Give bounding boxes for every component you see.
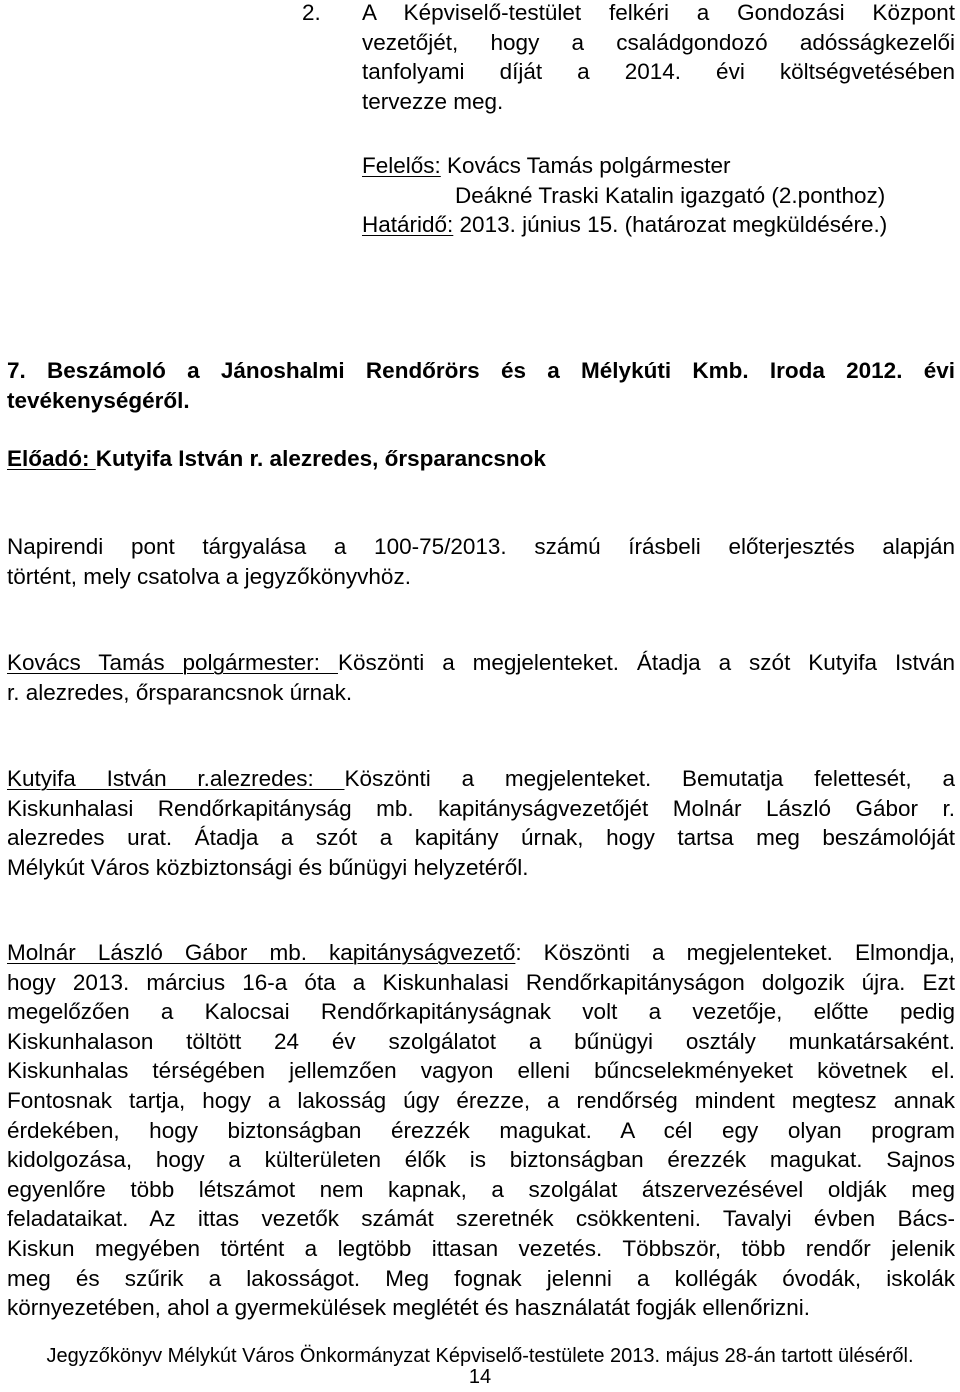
eloado-line <box>7 446 546 472</box>
molnar-line-10: feladataikat. Az ittas vezetők számát szeretnék csökkenteni. Tavalyi évben Bács- <box>7 1206 955 1232</box>
eloado-value: Kutyifa István r. alezredes, őrsparancsnok <box>95 446 546 471</box>
molnar-line-1 <box>7 938 955 968</box>
item2-line-4: tervezze meg. <box>362 88 504 114</box>
item-number-2: 2. <box>302 0 321 25</box>
kutyifa-line-3: alezredes urat. Átadja a szót a kapitány úrnak, hogy tartsa meg beszámolóját <box>7 825 955 851</box>
section-7-heading <box>7 356 955 415</box>
hatarido-label: Határidő: <box>362 212 454 237</box>
kovacs-paragraph <box>7 648 955 707</box>
item2-line-1: A Képviselő-testület felkéri a Gondozási Központ <box>362 0 955 25</box>
felelos-value: Kovács Tamás polgármester <box>440 153 731 178</box>
napirend-line-2: történt, mely csatolva a jegyzőkönyvhöz. <box>7 563 411 589</box>
molnar-speaker: Molnár László Gábor mb. kapitányságvezető <box>7 940 516 965</box>
kovacs-line-2: r. alezredes, őrsparancsnok úrnak. <box>7 679 353 705</box>
footer-text: Jegyzőkönyv Mélykút Város Önkormányzat Képviselő-testülete 2013. május 28-án tartott üléséről. <box>46 1345 914 1367</box>
molnar-line-4: Kiskunhalason töltött 24 év szolgálatot a bűnügyi osztály munkatársaként. <box>7 1028 955 1054</box>
item2-text <box>362 0 955 116</box>
kovacs-speaker: Kovács Tamás polgármester: <box>7 650 338 675</box>
felelos-line-2: Deákné Traski Katalin igazgató (2.ponthoz) <box>455 183 886 208</box>
hatarido-line <box>362 212 887 238</box>
item2-line-3: tanfolyami díját a 2014. évi költségvetésében <box>362 59 955 85</box>
section-7-heading-line-2: tevékenységéről. <box>7 387 190 413</box>
felelos-line <box>362 153 731 179</box>
kutyifa-speaker: Kutyifa István r.alezredes: <box>7 766 345 791</box>
kutyifa-line-4: Mélykút Város közbiztonsági és bűnügyi helyzetéről. <box>7 854 529 880</box>
molnar-line-13: környezetében, ahol a gyermekülések meglétét és használatát fogják ellenőrizni. <box>7 1295 810 1321</box>
kovacs-line-1-rest: Köszönti a megjelenteket. Átadja a szót Kutyifa István <box>337 650 955 675</box>
molnar-line-1-rest: : Köszönti a megjelenteket. Elmondja, <box>515 940 955 965</box>
kutyifa-line-1 <box>7 764 955 794</box>
felelos-label: Felelős: <box>362 153 441 178</box>
molnar-paragraph <box>7 938 955 1323</box>
page-number: 14 <box>468 1366 492 1388</box>
molnar-line-6: Fontosnak tartja, hogy a lakosság úgy érezze, a rendőrség mindent megtesz annak <box>7 1087 955 1113</box>
molnar-line-8: kidolgozása, hogy a külterületen élők is biztonságban érezzék magukat. Sajnos <box>7 1147 955 1173</box>
section-7-heading-line-1: 7. Beszámoló a Jánoshalmi Rendőrörs és a Mélykúti Kmb. Iroda 2012. évi <box>7 358 955 383</box>
kutyifa-paragraph <box>7 764 955 882</box>
kovacs-line-1 <box>7 648 955 678</box>
kutyifa-line-2: Kiskunhalasi Rendőrkapitányság mb. kapitányságvezetőjét Molnár László Gábor r. <box>7 795 955 821</box>
napirend-line-1: Napirendi pont tárgyalása a 100-75/2013. számú írásbeli előterjesztés alapján <box>7 534 955 559</box>
eloado-label: Előadó: <box>7 446 96 471</box>
molnar-line-12: meg és szűrik a lakosságot. Meg fognak jelenni a kollégák óvodák, iskolák <box>7 1265 955 1291</box>
napirend-paragraph <box>7 532 955 591</box>
molnar-line-3: megelőzően a Kalocsai Rendőrkapitányságnak volt a vezetője, előtte pedig <box>7 999 955 1025</box>
molnar-line-9: egyenlőre több létszámot nem kapnak, a szolgálat átszervezésével oldják meg <box>7 1176 955 1202</box>
molnar-line-2: hogy 2013. március 16-a óta a Kiskunhalasi Rendőrkapitányságon dolgozik újra. Ezt <box>7 969 955 995</box>
item2-line-2: vezetőjét, hogy a családgondozó adósságkezelői <box>362 29 955 55</box>
molnar-line-11: Kiskun megyében történt a legtöbb ittasan vezetés. Többször, több rendőr jelenik <box>7 1235 955 1261</box>
molnar-line-7: érdekében, hogy biztonságban érezzék magukat. A cél egy olyan program <box>7 1117 955 1143</box>
molnar-line-5: Kiskunhalas térségében jellemzően vagyon elleni bűncselekményeket követnek el. <box>7 1058 955 1084</box>
hatarido-value: 2013. június 15. (határozat megküldésére.) <box>453 212 888 237</box>
kutyifa-line-1-rest: Köszönti a megjelenteket. Bemutatja felettesét, a <box>344 766 955 791</box>
